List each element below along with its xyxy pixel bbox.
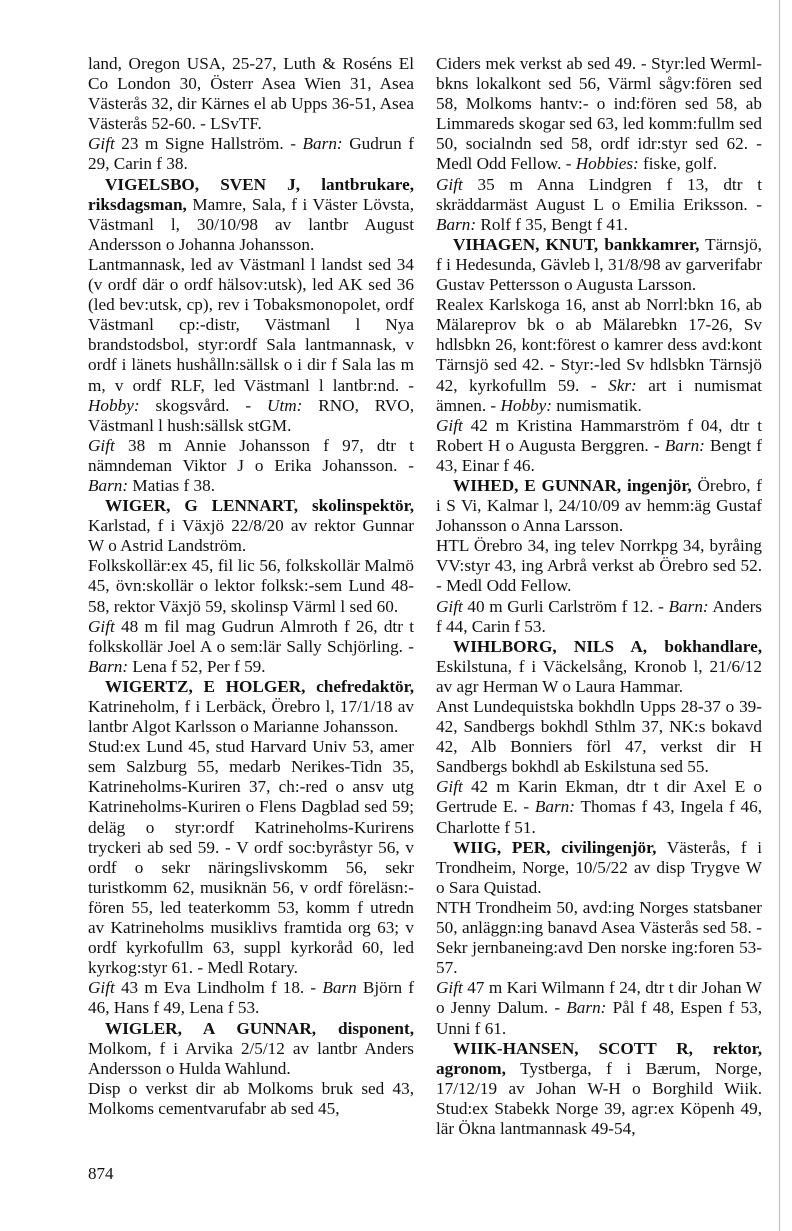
entry-text: 48 m fil mag Gudrun Almroth f 26, dtr t folkskollär Joel A o sem:lär Sally Schjörling. - bbox=[88, 616, 414, 656]
entry-heading bbox=[436, 637, 762, 697]
field-label: Hobby: bbox=[500, 395, 552, 415]
entry-paragraph bbox=[436, 898, 762, 978]
field-label: Gift bbox=[436, 596, 463, 616]
entry-text: Björn f 46, Hans f 49, Lena f 53. bbox=[88, 978, 414, 1018]
field-label: Hobby: bbox=[88, 395, 140, 415]
field-label: Gift bbox=[436, 777, 463, 797]
entry-heading bbox=[436, 235, 762, 295]
entry-paragraph bbox=[436, 777, 762, 837]
field-label: Barn bbox=[322, 978, 357, 998]
person-name-title: WIIK-HANSEN, SCOTT R, rektor, agronom, bbox=[436, 1038, 762, 1078]
field-label: Gift bbox=[436, 174, 463, 194]
field-label: Barn: bbox=[566, 998, 607, 1018]
field-label: Gift bbox=[436, 978, 463, 998]
field-label: Barn: bbox=[668, 596, 709, 616]
entry-text: Disp o verkst dir ab Molkoms bruk sed 43, Molkoms cementvarufabr ab sed 45, bbox=[88, 1078, 414, 1118]
field-label: Skr: bbox=[608, 375, 637, 395]
person-name-title: VIHAGEN, KNUT, bankkamrer, bbox=[453, 234, 700, 254]
entry-text: Matias f 38. bbox=[128, 475, 215, 495]
field-label: Barn: bbox=[534, 797, 575, 817]
entry-text: Västerås, f i Trondheim, Norge, 10/5/22 av disp Trygve W o Sara Quistad. bbox=[436, 837, 762, 897]
entry-paragraph bbox=[436, 54, 762, 175]
entry-text: 47 m Kari Wilmann f 24, dtr t dir Johan W o Jenny Dalum. - bbox=[436, 978, 762, 1018]
entry-text: Ciders mek verkst ab sed 49. - Styr:led Werml-bkns lokalkont sed 56, Värml sågv:fören sed 58, Molkoms hantv:- o ind:fören sed 58, ab Limmareds skogar sed 63, led komm:fullm sed 50, socialndn sed 58, ordf idr:styr sed 62. - Medl Odd Fellow. - bbox=[436, 54, 762, 174]
entry-text: HTL Örebro 34, ing telev Norrkpg 34, byråing VV:styr 43, ing Arbrå verkst ab Örebro sed 52. - Medl Odd Fellow. bbox=[436, 536, 762, 596]
right-column bbox=[436, 54, 762, 1139]
entry-heading bbox=[436, 476, 762, 536]
entry-paragraph bbox=[88, 134, 414, 174]
entry-text: skogsvård. - bbox=[139, 395, 268, 415]
entry-text: Folkskollär:ex 45, fil lic 56, folkskollär Malmö 45, övn:skollär o lektor folksk:-sem Lund 48-58, rektor Växjö 59, skolinsp Värml l sed 60. bbox=[88, 556, 414, 616]
entry-text: 35 m Anna Lindgren f 13, dtr t skräddarmäst August L o Emilia Eriksson. - bbox=[436, 174, 762, 214]
field-label: Gift bbox=[88, 616, 115, 636]
field-label: Barn: bbox=[88, 656, 129, 676]
entry-paragraph bbox=[88, 737, 414, 978]
field-label: Gift bbox=[88, 978, 115, 998]
field-label: Gift bbox=[436, 415, 463, 435]
entry-text: Örebro, f i S Vi, Kalmar l, 24/10/09 av hemm:äg Gustaf Johansson o Anna Larsson. bbox=[436, 475, 762, 536]
entry-text: Anst Lundequistska bokhdln Upps 28-37 o 39-42, Sandbergs bokhdl Sthlm 37, NK:s bokavd 42, Alb Bonniers förl 47, verkst dir H Sandbergs bokhdl ab Eskilstuna sed 55. bbox=[436, 697, 762, 777]
left-column bbox=[88, 54, 414, 1119]
entry-text: Karlstad, f i Växjö 22/8/20 av rektor Gunnar W o Astrid Landström. bbox=[88, 516, 414, 556]
entry-heading bbox=[88, 1019, 414, 1079]
entry-text: 38 m Annie Johansson f 97, dtr t nämndeman Viktor J o Erika Johansson. - bbox=[88, 435, 414, 475]
entry-text: Mamre, Sala, f i Väster Lövsta, Västmanl l, 30/10/98 av lantbr August Andersson o Johanna Johansson. bbox=[88, 194, 414, 254]
entry-text: RNO, RVO, Västmanl l hush:sällsk stGM. bbox=[88, 395, 414, 435]
entry-paragraph bbox=[88, 978, 414, 1018]
person-name-title: WIHLBORG, NILS A, bokhandlare, bbox=[453, 636, 762, 656]
field-label: Barn: bbox=[88, 475, 129, 495]
person-name-title: WIIG, PER, civilingenjör, bbox=[453, 837, 657, 857]
entry-text: Rolf f 35, Bengt f 41. bbox=[476, 214, 628, 234]
entry-text: land, Oregon USA, 25-27, Luth & Roséns El Co London 30, Österr Asea Wien 31, Asea Västerås 32, dir Kärnes el ab Upps 36-51, Asea Västerås 52-60. - LSvTF. bbox=[88, 54, 414, 134]
entry-paragraph bbox=[88, 617, 414, 677]
entry-text: Lena f 52, Per f 59. bbox=[128, 656, 266, 676]
entry-heading bbox=[88, 496, 414, 556]
entry-text: numismatik. bbox=[551, 395, 642, 415]
entry-text: 43 m Eva Lindholm f 18. - bbox=[114, 978, 323, 998]
field-label: Gift bbox=[88, 134, 115, 154]
entry-paragraph bbox=[436, 416, 762, 476]
person-name-title: VIGELSBO, SVEN J, lantbrukare, riksdagsman, bbox=[88, 174, 414, 214]
person-name-title: WIGER, G LENNART, skolinspektör, bbox=[105, 496, 414, 516]
page-edge-line bbox=[779, 0, 780, 1231]
page-number: 874 bbox=[88, 1164, 114, 1183]
entry-paragraph bbox=[436, 295, 762, 416]
entry-text: Katrineholm, f i Lerbäck, Örebro l, 17/1/18 av lantbr Algot Karlsson o Marianne Johansson. bbox=[88, 697, 414, 737]
entry-paragraph bbox=[436, 597, 762, 637]
person-name-title: WIGLER, A GUNNAR, disponent, bbox=[105, 1018, 414, 1038]
entry-text: art i numismat ämnen. - bbox=[436, 375, 762, 415]
entry-heading bbox=[436, 1039, 762, 1139]
entry-text: Anders f 44, Carin f 53. bbox=[436, 596, 762, 636]
entry-text: 42 m Kristina Hammarström f 04, dtr t Robert H o Augusta Berggren. - bbox=[436, 415, 762, 455]
field-label: Gift bbox=[88, 435, 115, 455]
entry-text: NTH Trondheim 50, avd:ing Norges statsbaner 50, anläggn:ing banavd Asea Västerås sed 58. - Sekr jernbaneing:avd Den norske ing:foren 53-57. bbox=[436, 897, 762, 978]
entry-paragraph bbox=[436, 536, 762, 596]
entry-heading bbox=[88, 175, 414, 255]
field-label: Utm: bbox=[267, 395, 303, 415]
field-label: Hobbies: bbox=[575, 154, 639, 174]
entry-text: Realex Karlskoga 16, anst ab Norrl:bkn 16, ab Mälareprov bk o ab Mälarebkn 17-26, Sv hdlsbkn 26, kont:förest o kamrer dess avd:kont Tärnsjö sed 42. - Styr:-led Sv hdlsbkn Tärnsjö 42, kyrkofullm 59. - bbox=[436, 295, 762, 395]
entry-text: Bengt f 43, Einar f 46. bbox=[436, 435, 763, 475]
field-label: Barn: bbox=[302, 134, 343, 154]
entry-text: Tystberga, f i Bærum, Norge, 17/12/19 av Johan W-H o Borghild Wiik. Stud:ex Stabekk Norge 39, agr:ex Köpenh 49, lär Ökna lantmannask 49-54, bbox=[436, 1058, 762, 1138]
entry-heading bbox=[88, 677, 414, 737]
entry-paragraph bbox=[88, 54, 414, 134]
entry-paragraph bbox=[436, 175, 762, 235]
entry-text: Stud:ex Lund 45, stud Harvard Univ 53, amer sem Salzburg 55, medarb Nerikes-Tidn 35, Katrineholms-Kuriren 37, ch:-red o ansv utg Katrineholms-Kuriren o Flens Dagblad sed 59; deläg o styr:ordf Katrineholms-Kurirens tryckeri ab sed 59. - V ordf soc:byråstyr 56, v ordf o sekr näringslivskomm 56, sekr turistkomm 62, musiknän 56, v ordf föreläsn:-fören 55, led teaterkomm 53, komm f utredn av Katrineholms musiklivs framtida org 63; v ordf kyrkofullm 63, suppl kyrkoråd 60, led kyrkog:styr 61. - Medl Rotary. bbox=[88, 737, 414, 978]
entry-text: 42 m Karin Ekman, dtr t dir Axel E o Gertrude E. - bbox=[436, 777, 762, 817]
person-name-title: WIHED, E GUNNAR, ingenjör, bbox=[453, 475, 692, 495]
person-name-title: WIGERTZ, E HOLGER, chefredaktör, bbox=[105, 676, 414, 696]
entry-text: fiske, golf. bbox=[638, 154, 718, 174]
entry-heading bbox=[436, 838, 762, 898]
field-label: Barn: bbox=[664, 435, 705, 455]
entry-text: Tärnsjö, f i Hedesunda, Gävleb l, 31/8/98 av garverifabr Gustav Pettersson o Augusta Larsson. bbox=[436, 234, 762, 295]
entry-paragraph bbox=[436, 697, 762, 777]
entry-text: Gudrun f 29, Carin f 38. bbox=[88, 134, 414, 174]
entry-text: Thomas f 43, Ingela f 46, Charlotte f 51. bbox=[436, 797, 762, 837]
entry-paragraph bbox=[88, 556, 414, 616]
entry-paragraph bbox=[88, 1079, 414, 1119]
entry-text: Pål f 48, Espen f 53, Unni f 61. bbox=[436, 998, 762, 1038]
entry-paragraph bbox=[88, 436, 414, 496]
field-label: Barn: bbox=[436, 214, 477, 234]
entry-text: Eskilstuna, f i Väckelsång, Kronob l, 21/6/12 av agr Herman W o Laura Hammar. bbox=[436, 656, 762, 696]
entry-paragraph bbox=[436, 978, 762, 1038]
entry-text: 40 m Gurli Carlström f 12. - bbox=[462, 596, 669, 616]
entry-paragraph bbox=[88, 255, 414, 436]
entry-text: Lantmannask, led av Västmanl l landst sed 34 (v ordf där o ordf hälsov:utsk), led AK sed 36 (led bev:utsk, cp), rev i Tobaksmonopolet, ordf Västmanl cp:-distr, Västmanl l Nya brandstodsbol, styr:ordf Sala lantmannask, v ordf i länets hushålln:sällsk o i dir f Sala las m m, v ordf RLF, led Västmanl l lantbr:nd. - bbox=[88, 254, 414, 395]
entry-text: Molkom, f i Arvika 2/5/12 av lantbr Anders Andersson o Hulda Wahlund. bbox=[88, 1038, 414, 1078]
entry-text: 23 m Signe Hallström. - bbox=[114, 134, 303, 154]
